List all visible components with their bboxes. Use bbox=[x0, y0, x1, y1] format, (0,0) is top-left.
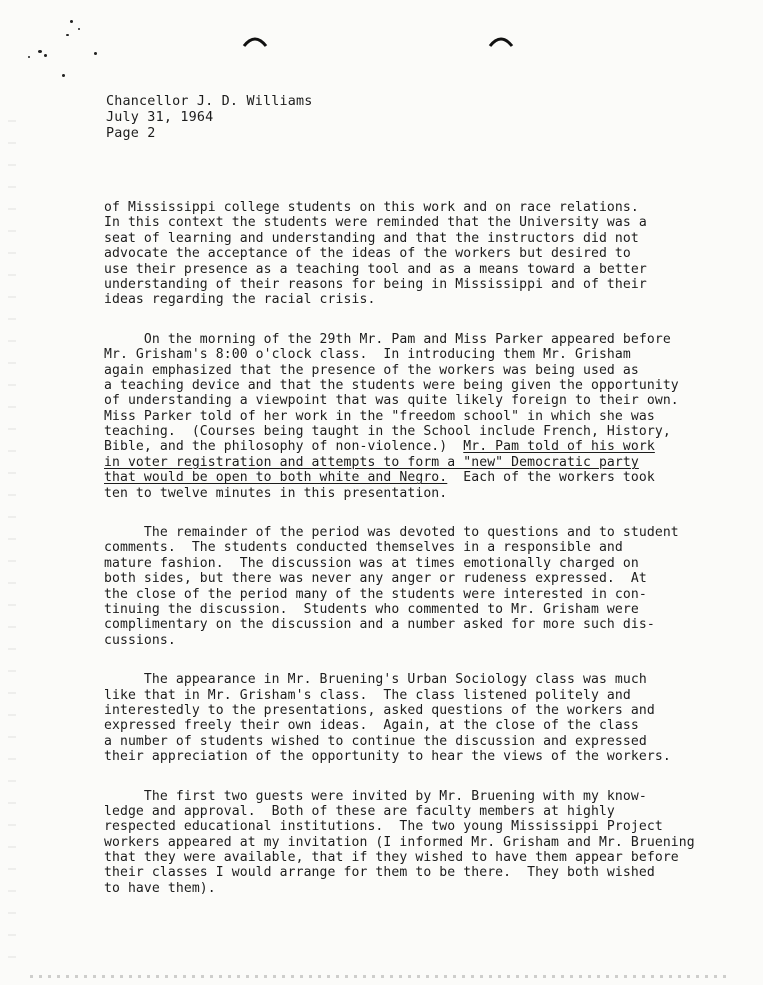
text-line bbox=[104, 819, 664, 834]
letter-body bbox=[104, 200, 695, 896]
text-line bbox=[104, 881, 664, 896]
text-line bbox=[104, 200, 664, 215]
paragraph bbox=[104, 331, 679, 501]
line-text: their classes I would arrange for them to be there. They both wished bbox=[104, 865, 655, 881]
text-line bbox=[104, 688, 664, 703]
letter-header bbox=[106, 94, 313, 142]
text-line bbox=[104, 470, 664, 485]
line-text: expressed freely their own ideas. Again, at the close of the class bbox=[104, 718, 639, 734]
line-text: mature fashion. The discussion was at times emotionally charged on bbox=[104, 555, 639, 571]
line-text: The appearance in Mr. Bruening's Urban Sociology class was much bbox=[104, 672, 647, 688]
line-text: Each of the workers took bbox=[447, 470, 655, 486]
line-text: Miss Parker told of her work in the "freedom school" in which she was bbox=[104, 408, 655, 424]
line-text: comments. The students conducted themselves in a responsible and bbox=[104, 540, 623, 556]
text-line bbox=[104, 292, 664, 307]
text-line bbox=[104, 571, 664, 586]
letter-date: July 31, 1964 bbox=[106, 110, 214, 125]
paragraph bbox=[104, 788, 695, 897]
text-line bbox=[104, 363, 664, 378]
line-text: Bible, and the philosophy of non-violence.) bbox=[104, 439, 464, 455]
line-text: interestedly to the presentations, asked questions of the workers and bbox=[104, 702, 655, 718]
text-line bbox=[104, 749, 671, 765]
text-line bbox=[104, 734, 664, 749]
text-line bbox=[104, 486, 664, 501]
text-line bbox=[104, 525, 679, 541]
text-line bbox=[104, 215, 664, 230]
line-text: a teaching device and that the students were being given the opportunity bbox=[104, 377, 679, 393]
text-line bbox=[104, 718, 664, 733]
line-text: both sides, but there was never any anger or rudeness expressed. At bbox=[104, 571, 647, 587]
line-text: advocate the acceptance of the ideas of the workers but desired to bbox=[104, 246, 631, 262]
line-text: use their presence as a teaching tool and as a means toward a better bbox=[104, 261, 647, 277]
binder-hole-mark-right bbox=[488, 34, 514, 48]
addressee: Chancellor J. D. Williams bbox=[106, 94, 313, 109]
text-line bbox=[104, 865, 664, 880]
line-text: cussions. bbox=[104, 632, 176, 648]
text-line bbox=[104, 377, 679, 393]
line-text: like that in Mr. Grisham's class. The class listened politely and bbox=[104, 687, 631, 703]
text-line bbox=[104, 804, 664, 819]
paragraph-gap bbox=[104, 765, 664, 789]
text-line bbox=[104, 556, 664, 571]
text-line bbox=[104, 587, 664, 602]
line-text: understanding of their reasons for being in Mississippi and of their bbox=[104, 276, 647, 292]
scan-edge-noise bbox=[8, 120, 16, 960]
line-text: The first two guests were invited by Mr. Bruening with my know- bbox=[104, 788, 647, 804]
text-line bbox=[104, 277, 664, 292]
text-line bbox=[104, 347, 664, 362]
text-line bbox=[104, 455, 664, 470]
line-text: to have them). bbox=[104, 880, 216, 896]
text-line bbox=[104, 540, 664, 555]
page-number: Page 2 bbox=[106, 126, 156, 141]
underlined-text: that would be open to both white and Negro. bbox=[104, 470, 448, 486]
line-text: again emphasized that the presence of the workers was being used as bbox=[104, 362, 639, 378]
text-line bbox=[104, 617, 664, 632]
binder-hole-mark-left bbox=[242, 34, 268, 48]
paragraph-gap bbox=[104, 501, 664, 525]
text-line bbox=[104, 409, 664, 424]
line-text: of Mississippi college students on this work and on race relations. bbox=[104, 200, 639, 215]
text-line bbox=[104, 393, 679, 409]
line-text: ideas regarding the racial crisis. bbox=[104, 292, 376, 308]
line-text: a number of students wished to continue the discussion and expressed bbox=[104, 733, 647, 749]
text-line bbox=[104, 834, 695, 850]
underlined-text: in voter registration and attempts to form a "new" Democratic party bbox=[104, 454, 639, 470]
paragraph bbox=[104, 200, 664, 308]
text-line bbox=[104, 850, 679, 866]
paragraph-gap bbox=[104, 648, 664, 672]
text-line bbox=[104, 672, 664, 687]
line-text: In this context the students were reminded that the University was a bbox=[104, 215, 647, 231]
line-text: teaching. (Courses being taught in the School include French, History, bbox=[104, 424, 671, 440]
line-text: Mr. Grisham's 8:00 o'clock class. In introducing them Mr. Grisham bbox=[104, 347, 631, 363]
text-line bbox=[104, 633, 664, 648]
line-text: On the morning of the 29th Mr. Pam and Miss Parker appeared before bbox=[104, 331, 671, 347]
text-line bbox=[104, 262, 664, 277]
line-text: of understanding a viewpoint that was quite likely foreign to their own. bbox=[104, 393, 679, 409]
scan-specks bbox=[20, 14, 110, 84]
paragraph bbox=[104, 672, 671, 765]
paragraph bbox=[104, 525, 679, 648]
text-line bbox=[104, 246, 664, 261]
line-text: their appreciation of the opportunity to hear the views of the workers. bbox=[104, 749, 671, 765]
line-text: that they were available, that if they wished to have them appear before bbox=[104, 850, 679, 866]
line-text: seat of learning and understanding and that the instructors did not bbox=[104, 230, 639, 246]
text-line bbox=[104, 331, 671, 347]
line-text: ledge and approval. Both of these are faculty members at highly bbox=[104, 803, 615, 819]
line-text: the close of the period many of the students were interested in con- bbox=[104, 586, 647, 602]
text-line bbox=[104, 602, 664, 617]
text-line bbox=[104, 439, 664, 454]
scan-bottom-noise bbox=[30, 975, 730, 978]
text-line bbox=[104, 703, 664, 718]
line-text: The remainder of the period was devoted to questions and to student bbox=[104, 525, 679, 541]
line-text: respected educational institutions. The two young Mississippi Project bbox=[104, 819, 663, 835]
text-line bbox=[104, 424, 671, 440]
line-text: ten to twelve minutes in this presentation. bbox=[104, 485, 448, 501]
line-text: workers appeared at my invitation (I informed Mr. Grisham and Mr. Bruening bbox=[104, 834, 695, 850]
text-line bbox=[104, 789, 664, 804]
line-text: tinuing the discussion. Students who commented to Mr. Grisham were bbox=[104, 601, 639, 617]
text-line bbox=[104, 231, 664, 246]
underlined-text: Mr. Pam told of his work bbox=[463, 439, 655, 455]
line-text: complimentary on the discussion and a number asked for more such dis- bbox=[104, 617, 655, 633]
paragraph-gap bbox=[104, 308, 664, 332]
